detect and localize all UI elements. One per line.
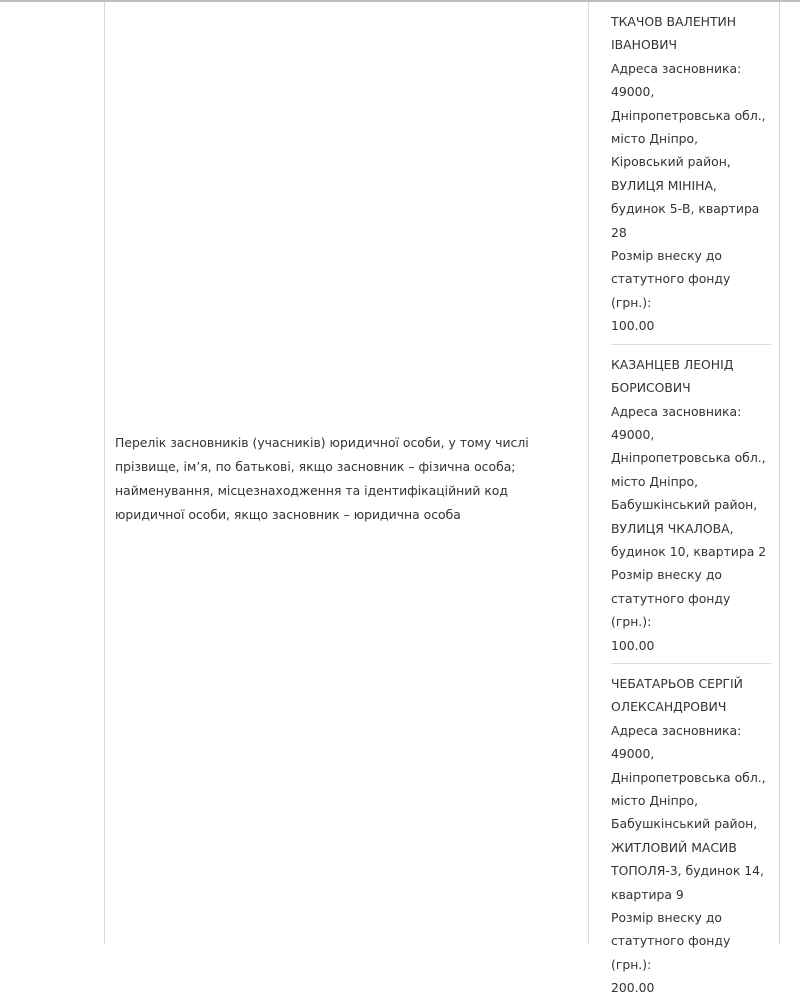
address-line: 49000, — [611, 426, 655, 442]
address-line: Дніпропетровська обл., — [611, 107, 766, 123]
address-line: ВУЛИЦЯ МІНІНА, — [611, 177, 717, 193]
address-line: 49000, — [611, 84, 655, 100]
founder-entry — [611, 10, 771, 345]
address-line: місто Дніпро, — [611, 131, 699, 147]
column-divider — [588, 2, 589, 944]
address-line: місто Дніпро, — [611, 473, 699, 489]
founder-entry — [611, 353, 771, 664]
address-line: Дніпропетровська обл., — [611, 450, 766, 466]
registry-table — [104, 2, 780, 996]
contribution-value: 100.00 — [611, 318, 655, 334]
address-line: ВУЛИЦЯ ЧКАЛОВА, — [611, 520, 734, 536]
address-label: Адреса засновника: — [611, 403, 742, 419]
address-line: будинок 5-В, квартира 28 — [611, 201, 760, 240]
founder-name: ТКАЧОВ ВАЛЕНТИН ІВАНОВИЧ — [611, 14, 737, 53]
address-line: ЖИТЛОВИЙ МАСИВ ТОПОЛЯ-3, будинок 14, квартира 9 — [611, 839, 764, 902]
contribution-value: 100.00 — [611, 637, 655, 653]
address-line: Кіровський район, — [611, 154, 731, 170]
founder-entry — [611, 672, 771, 1006]
address-label: Адреса засновника: — [611, 722, 742, 738]
contribution-label: Розмір внеску до статутного фонду (грн.): — [611, 248, 731, 310]
address-line: будинок 10, квартира 2 — [611, 543, 767, 559]
address-line: Бабушкінський район, — [611, 497, 758, 513]
address-label: Адреса засновника: — [611, 60, 742, 76]
founder-name: КАЗАНЦЕВ ЛЕОНІД БОРИСОВИЧ — [611, 356, 734, 396]
address-line: Дніпропетровська обл., — [611, 769, 766, 785]
founders-field-label: Перелік засновників (учасників) юридичної особи, у тому числі прізвище, ім’я, по батькові, якщо засновник – фізична особа; найменування, місцезнаходження та ідентифікаційний код юридичної особи, якщо засновник – юридична особа — [115, 435, 529, 522]
contribution-label: Розмір внеску до статутного фонду (грн.): — [611, 910, 731, 972]
address-line: Бабушкінський район, — [611, 816, 758, 832]
founder-name: ЧЕБАТАРЬОВ СЕРГІЙ ОЛЕКСАНДРОВИЧ — [611, 675, 743, 715]
contribution-value: 200.00 — [611, 980, 655, 996]
founders-list — [611, 10, 771, 1006]
address-line: місто Дніпро, — [611, 793, 699, 808]
contribution-label: Розмір внеску до статутного фонду (грн.): — [611, 567, 731, 630]
address-line: 49000, — [611, 746, 655, 762]
